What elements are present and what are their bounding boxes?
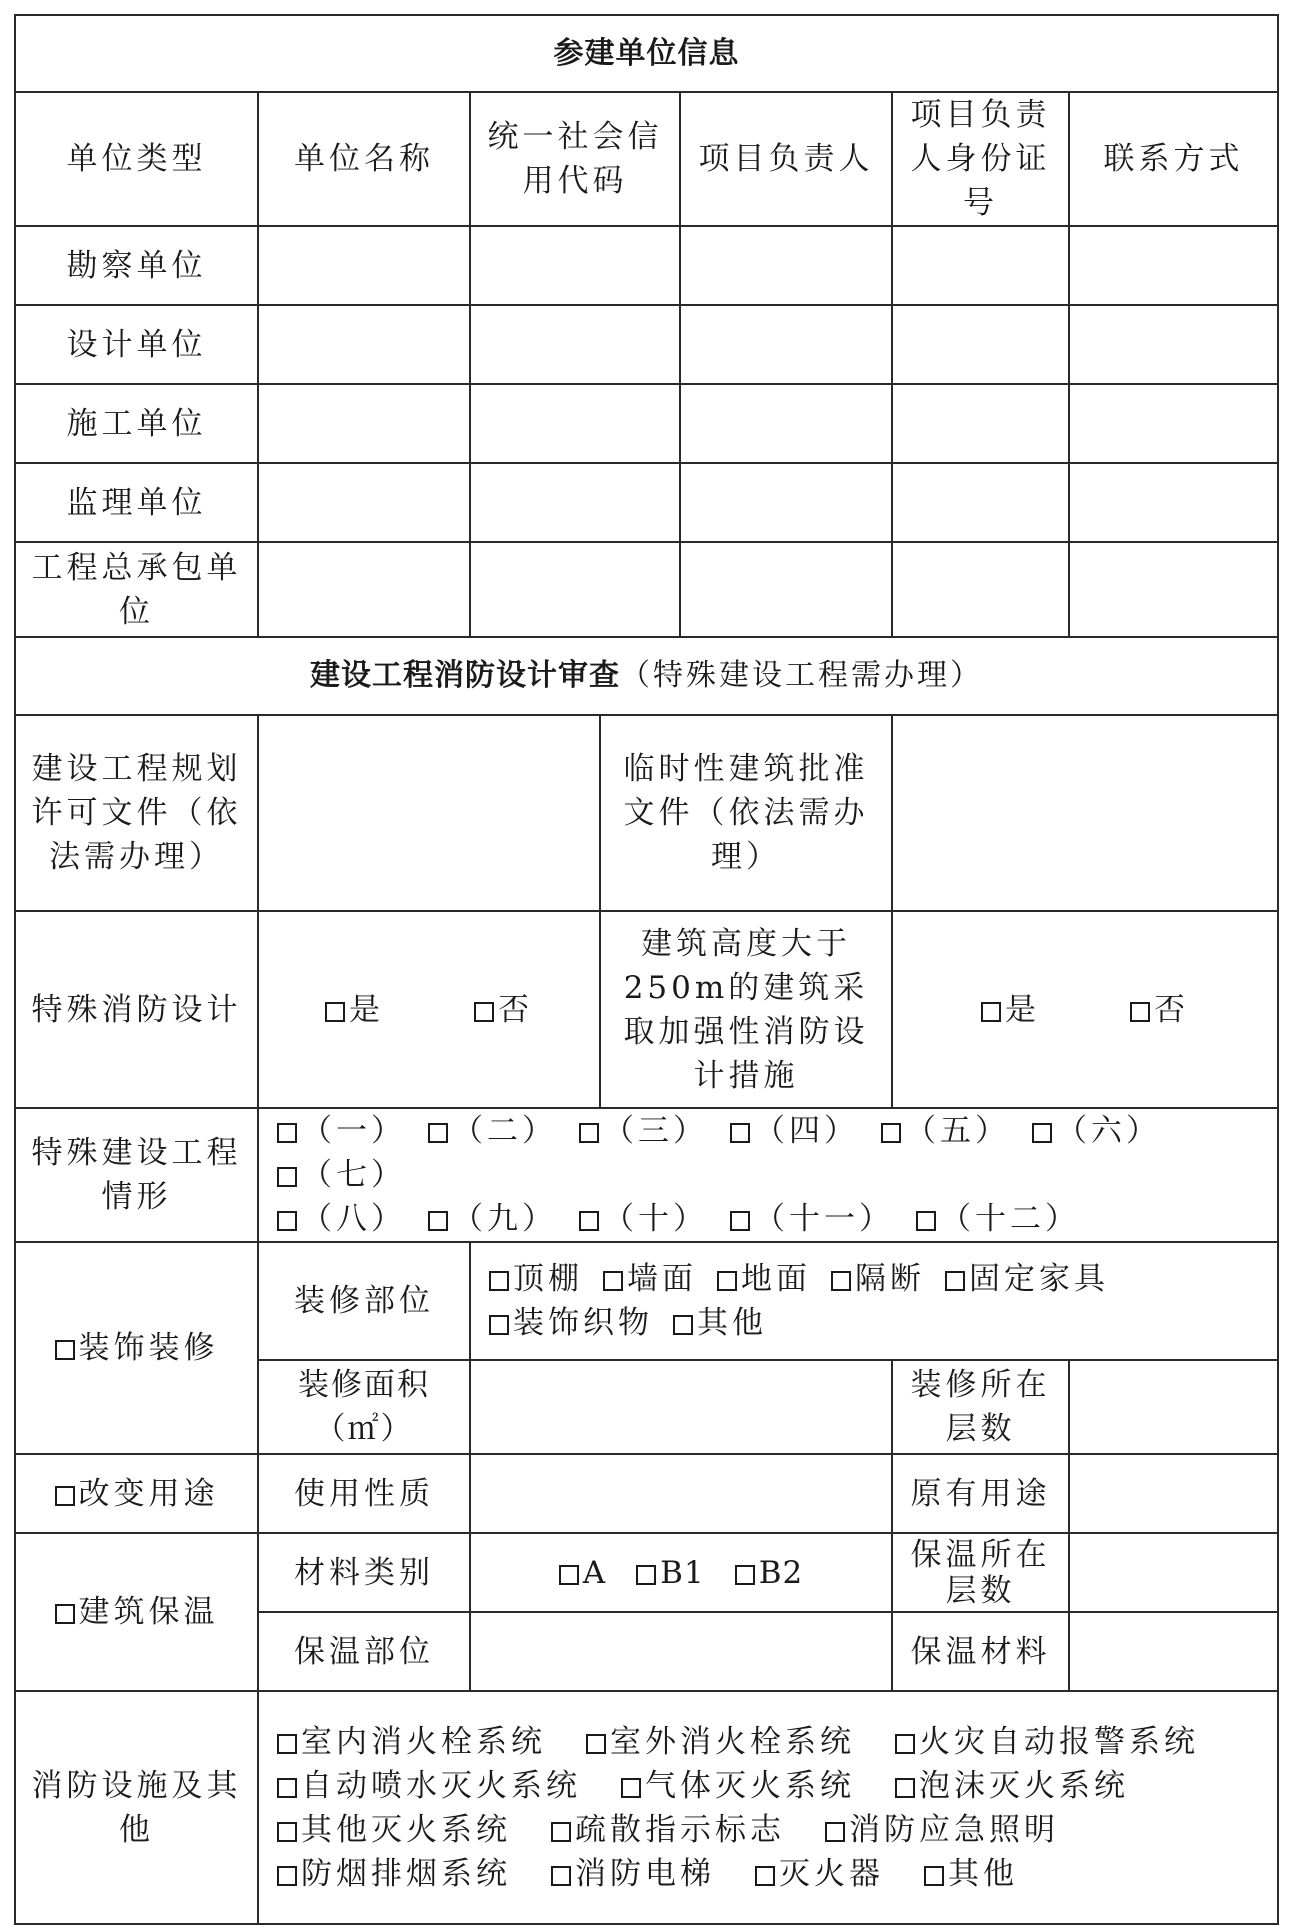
special-case-option[interactable]: （四） (730, 1109, 859, 1153)
special-case-option[interactable]: （七） (277, 1153, 406, 1197)
use-nature-label: 使用性质 (258, 1454, 470, 1533)
original-use-label: 原有用途 (892, 1454, 1069, 1533)
row-label-survey-unit: 勘察单位 (15, 226, 258, 305)
material-classes (470, 1533, 892, 1612)
special-case-option[interactable]: （五） (881, 1109, 1010, 1153)
checkbox-icon[interactable] (579, 1123, 599, 1143)
form-table (14, 14, 1279, 1925)
row-label-design-unit: 设计单位 (15, 305, 258, 384)
checkbox-icon[interactable] (551, 1866, 571, 1886)
checkbox-icon[interactable] (559, 1565, 579, 1585)
decoration-label (15, 1242, 258, 1454)
checkbox-icon[interactable] (489, 1271, 509, 1291)
insulation-part-label: 保温部位 (258, 1612, 470, 1691)
special-case-option[interactable]: （二） (428, 1109, 557, 1153)
col-header-credit-code: 统一社会信用代码 (470, 92, 680, 226)
special-case-option[interactable]: （十） (579, 1197, 708, 1241)
decoration-part-option[interactable]: 固定家具 (945, 1257, 1109, 1301)
row-label-construction-unit: 施工单位 (15, 384, 258, 463)
fire-safety-form (14, 14, 1277, 1892)
checkbox-icon[interactable] (735, 1565, 755, 1585)
checkbox-icon[interactable] (277, 1778, 297, 1798)
facility-option[interactable]: 疏散指示标志 (551, 1808, 785, 1852)
leader-cell[interactable] (680, 542, 892, 637)
row-label-supervision-unit: 监理单位 (15, 463, 258, 542)
checkbox-icon[interactable] (277, 1822, 297, 1842)
class-option-a[interactable]: A (559, 1551, 606, 1595)
checkbox-icon[interactable] (730, 1123, 750, 1143)
unit-name-cell[interactable] (258, 384, 470, 463)
checkbox-icon[interactable] (621, 1778, 641, 1798)
special-design-choice (258, 911, 600, 1108)
facility-option[interactable]: 泡沫灭火系统 (895, 1764, 1129, 1808)
insulation-part-value[interactable] (470, 1612, 892, 1691)
checkbox-icon[interactable] (55, 1340, 75, 1360)
special-cases (258, 1108, 1278, 1242)
contact-cell[interactable] (1069, 305, 1278, 384)
checkbox-icon[interactable] (474, 1002, 494, 1022)
credit-code-cell[interactable] (470, 226, 680, 305)
table-row (15, 542, 1278, 637)
planning-permit-value[interactable] (258, 715, 600, 911)
special-case-option[interactable]: （十一） (730, 1197, 894, 1241)
decoration-part-option[interactable]: 顶棚 (489, 1257, 583, 1301)
section-title-participants: 参建单位信息 (15, 15, 1278, 92)
checkbox-icon[interactable] (489, 1315, 509, 1335)
yes-option[interactable]: 是 (981, 988, 1040, 1032)
use-change-label (15, 1454, 258, 1533)
special-case-option[interactable]: （八） (277, 1197, 406, 1241)
checkbox-icon[interactable] (895, 1778, 915, 1798)
row-label-epc-unit: 工程总承包单位 (15, 542, 258, 637)
checkbox-icon[interactable] (603, 1271, 623, 1291)
checkbox-icon[interactable] (277, 1123, 297, 1143)
checkbox-icon[interactable] (579, 1211, 599, 1231)
facility-option[interactable]: 其他灭火系统 (277, 1808, 511, 1852)
insulation-floor-value[interactable] (1069, 1533, 1278, 1612)
contact-cell[interactable] (1069, 226, 1278, 305)
decoration-part-option[interactable]: 其他 (673, 1301, 767, 1345)
leader-cell[interactable] (680, 463, 892, 542)
table-row (15, 305, 1278, 384)
facility-option[interactable]: 灭火器 (755, 1852, 884, 1896)
insulation-label (15, 1533, 258, 1691)
decoration-part-option[interactable]: 地面 (717, 1257, 811, 1301)
leader-id-cell[interactable] (892, 542, 1069, 637)
facility-option[interactable]: 室外消火栓系统 (586, 1720, 855, 1764)
decoration-part-option[interactable]: 装饰织物 (489, 1301, 653, 1345)
facility-option[interactable]: 气体灭火系统 (621, 1764, 855, 1808)
leader-id-cell[interactable] (892, 384, 1069, 463)
checkbox-icon[interactable] (1130, 1002, 1150, 1022)
leader-id-cell[interactable] (892, 226, 1069, 305)
facility-option[interactable]: 防烟排烟系统 (277, 1852, 511, 1896)
insulation-material-value[interactable] (1069, 1612, 1278, 1691)
decoration-area-label: 装修面积（㎡） (258, 1360, 470, 1454)
facility-option[interactable]: 消防电梯 (551, 1852, 715, 1896)
credit-code-cell[interactable] (470, 463, 680, 542)
checkbox-icon[interactable] (673, 1315, 693, 1335)
checkbox-icon[interactable] (277, 1866, 297, 1886)
insulation-material-label: 保温材料 (892, 1612, 1069, 1691)
section-title-note: （特殊建设工程需办理） (620, 658, 983, 693)
leader-cell[interactable] (680, 305, 892, 384)
use-nature-value[interactable] (470, 1454, 892, 1533)
checkbox-icon[interactable] (55, 1604, 75, 1624)
checkbox-icon[interactable] (277, 1734, 297, 1754)
planning-permit-label: 建设工程规划许可文件（依法需办理） (15, 715, 258, 911)
special-case-option[interactable]: （六） (1032, 1109, 1161, 1153)
section-title-design-review (15, 637, 1278, 715)
checkbox-icon[interactable] (325, 1002, 345, 1022)
table-row (15, 226, 1278, 305)
decoration-option[interactable]: 装饰装修 (55, 1326, 219, 1370)
facilities-options (258, 1691, 1278, 1924)
leader-cell[interactable] (680, 226, 892, 305)
facility-option[interactable]: 室内消火栓系统 (277, 1720, 546, 1764)
facility-option[interactable]: 其他 (924, 1852, 1018, 1896)
facility-option[interactable]: 自动喷水灭火系统 (277, 1764, 581, 1808)
insulation-option[interactable]: 建筑保温 (55, 1590, 219, 1634)
special-design-label: 特殊消防设计 (15, 911, 258, 1108)
checkbox-icon[interactable] (277, 1167, 297, 1187)
class-option-b1[interactable]: B1 (636, 1551, 705, 1595)
no-option[interactable]: 否 (474, 988, 533, 1032)
decoration-parts (470, 1242, 1278, 1360)
facility-option[interactable]: 消防应急照明 (825, 1808, 1059, 1852)
decoration-part-option[interactable]: 墙面 (603, 1257, 697, 1301)
unit-name-cell[interactable] (258, 226, 470, 305)
decoration-part-label: 装修部位 (258, 1242, 470, 1360)
temp-building-value[interactable] (892, 715, 1278, 911)
section-title-text: 建设工程消防设计审查 (310, 658, 620, 693)
unit-name-cell[interactable] (258, 542, 470, 637)
credit-code-cell[interactable] (470, 384, 680, 463)
col-header-unit-name: 单位名称 (258, 92, 470, 226)
checkbox-icon[interactable] (825, 1822, 845, 1842)
checkbox-icon[interactable] (586, 1734, 606, 1754)
col-header-project-leader: 项目负责人 (680, 92, 892, 226)
checkbox-icon[interactable] (730, 1211, 750, 1231)
checkbox-icon[interactable] (55, 1486, 75, 1506)
leader-cell[interactable] (680, 384, 892, 463)
credit-code-cell[interactable] (470, 542, 680, 637)
checkbox-icon[interactable] (1032, 1123, 1052, 1143)
no-option[interactable]: 否 (1130, 988, 1189, 1032)
checkbox-icon[interactable] (428, 1211, 448, 1231)
use-change-option[interactable]: 改变用途 (55, 1472, 219, 1516)
special-project-label: 特殊建设工程情形 (15, 1108, 258, 1242)
decoration-part-option[interactable]: 隔断 (831, 1257, 925, 1301)
leader-id-cell[interactable] (892, 463, 1069, 542)
table-row (15, 463, 1278, 542)
class-option-b2[interactable]: B2 (735, 1551, 804, 1595)
checkbox-icon[interactable] (945, 1271, 965, 1291)
credit-code-cell[interactable] (470, 305, 680, 384)
checkbox-icon[interactable] (831, 1271, 851, 1291)
decoration-floor-label: 装修所在层数 (892, 1360, 1069, 1454)
table-row (15, 384, 1278, 463)
checkbox-icon[interactable] (916, 1211, 936, 1231)
special-case-option[interactable]: （三） (579, 1109, 708, 1153)
height-measures-label: 建筑高度大于250m的建筑采取加强性消防设计措施 (600, 911, 892, 1108)
contact-cell[interactable] (1069, 384, 1278, 463)
checkbox-icon[interactable] (881, 1123, 901, 1143)
special-case-option[interactable]: （一） (277, 1109, 406, 1153)
temp-building-label: 临时性建筑批准文件（依法需办理） (600, 715, 892, 911)
facilities-label: 消防设施及其他 (15, 1691, 258, 1924)
checkbox-icon[interactable] (428, 1123, 448, 1143)
checkbox-icon[interactable] (277, 1211, 297, 1231)
checkbox-icon[interactable] (895, 1734, 915, 1754)
checkbox-icon[interactable] (924, 1866, 944, 1886)
decoration-area-value[interactable] (470, 1360, 892, 1454)
unit-name-cell[interactable] (258, 305, 470, 384)
yes-option[interactable]: 是 (325, 988, 384, 1032)
checkbox-icon[interactable] (717, 1271, 737, 1291)
unit-name-cell[interactable] (258, 463, 470, 542)
contact-cell[interactable] (1069, 542, 1278, 637)
contact-cell[interactable] (1069, 463, 1278, 542)
material-class-label: 材料类别 (258, 1533, 470, 1612)
original-use-value[interactable] (1069, 1454, 1278, 1533)
col-header-leader-id: 项目负责人身份证号 (892, 92, 1069, 226)
insulation-floor-label: 保温所在层数 (892, 1533, 1069, 1612)
height-measures-choice (892, 911, 1278, 1108)
leader-id-cell[interactable] (892, 305, 1069, 384)
checkbox-icon[interactable] (551, 1822, 571, 1842)
checkbox-icon[interactable] (636, 1565, 656, 1585)
special-case-option[interactable]: （十二） (916, 1197, 1080, 1241)
checkbox-icon[interactable] (755, 1866, 775, 1886)
decoration-floor-value[interactable] (1069, 1360, 1278, 1454)
special-case-option[interactable]: （九） (428, 1197, 557, 1241)
checkbox-icon[interactable] (981, 1002, 1001, 1022)
col-header-unit-type: 单位类型 (15, 92, 258, 226)
facility-option[interactable]: 火灾自动报警系统 (895, 1720, 1199, 1764)
col-header-contact: 联系方式 (1069, 92, 1278, 226)
